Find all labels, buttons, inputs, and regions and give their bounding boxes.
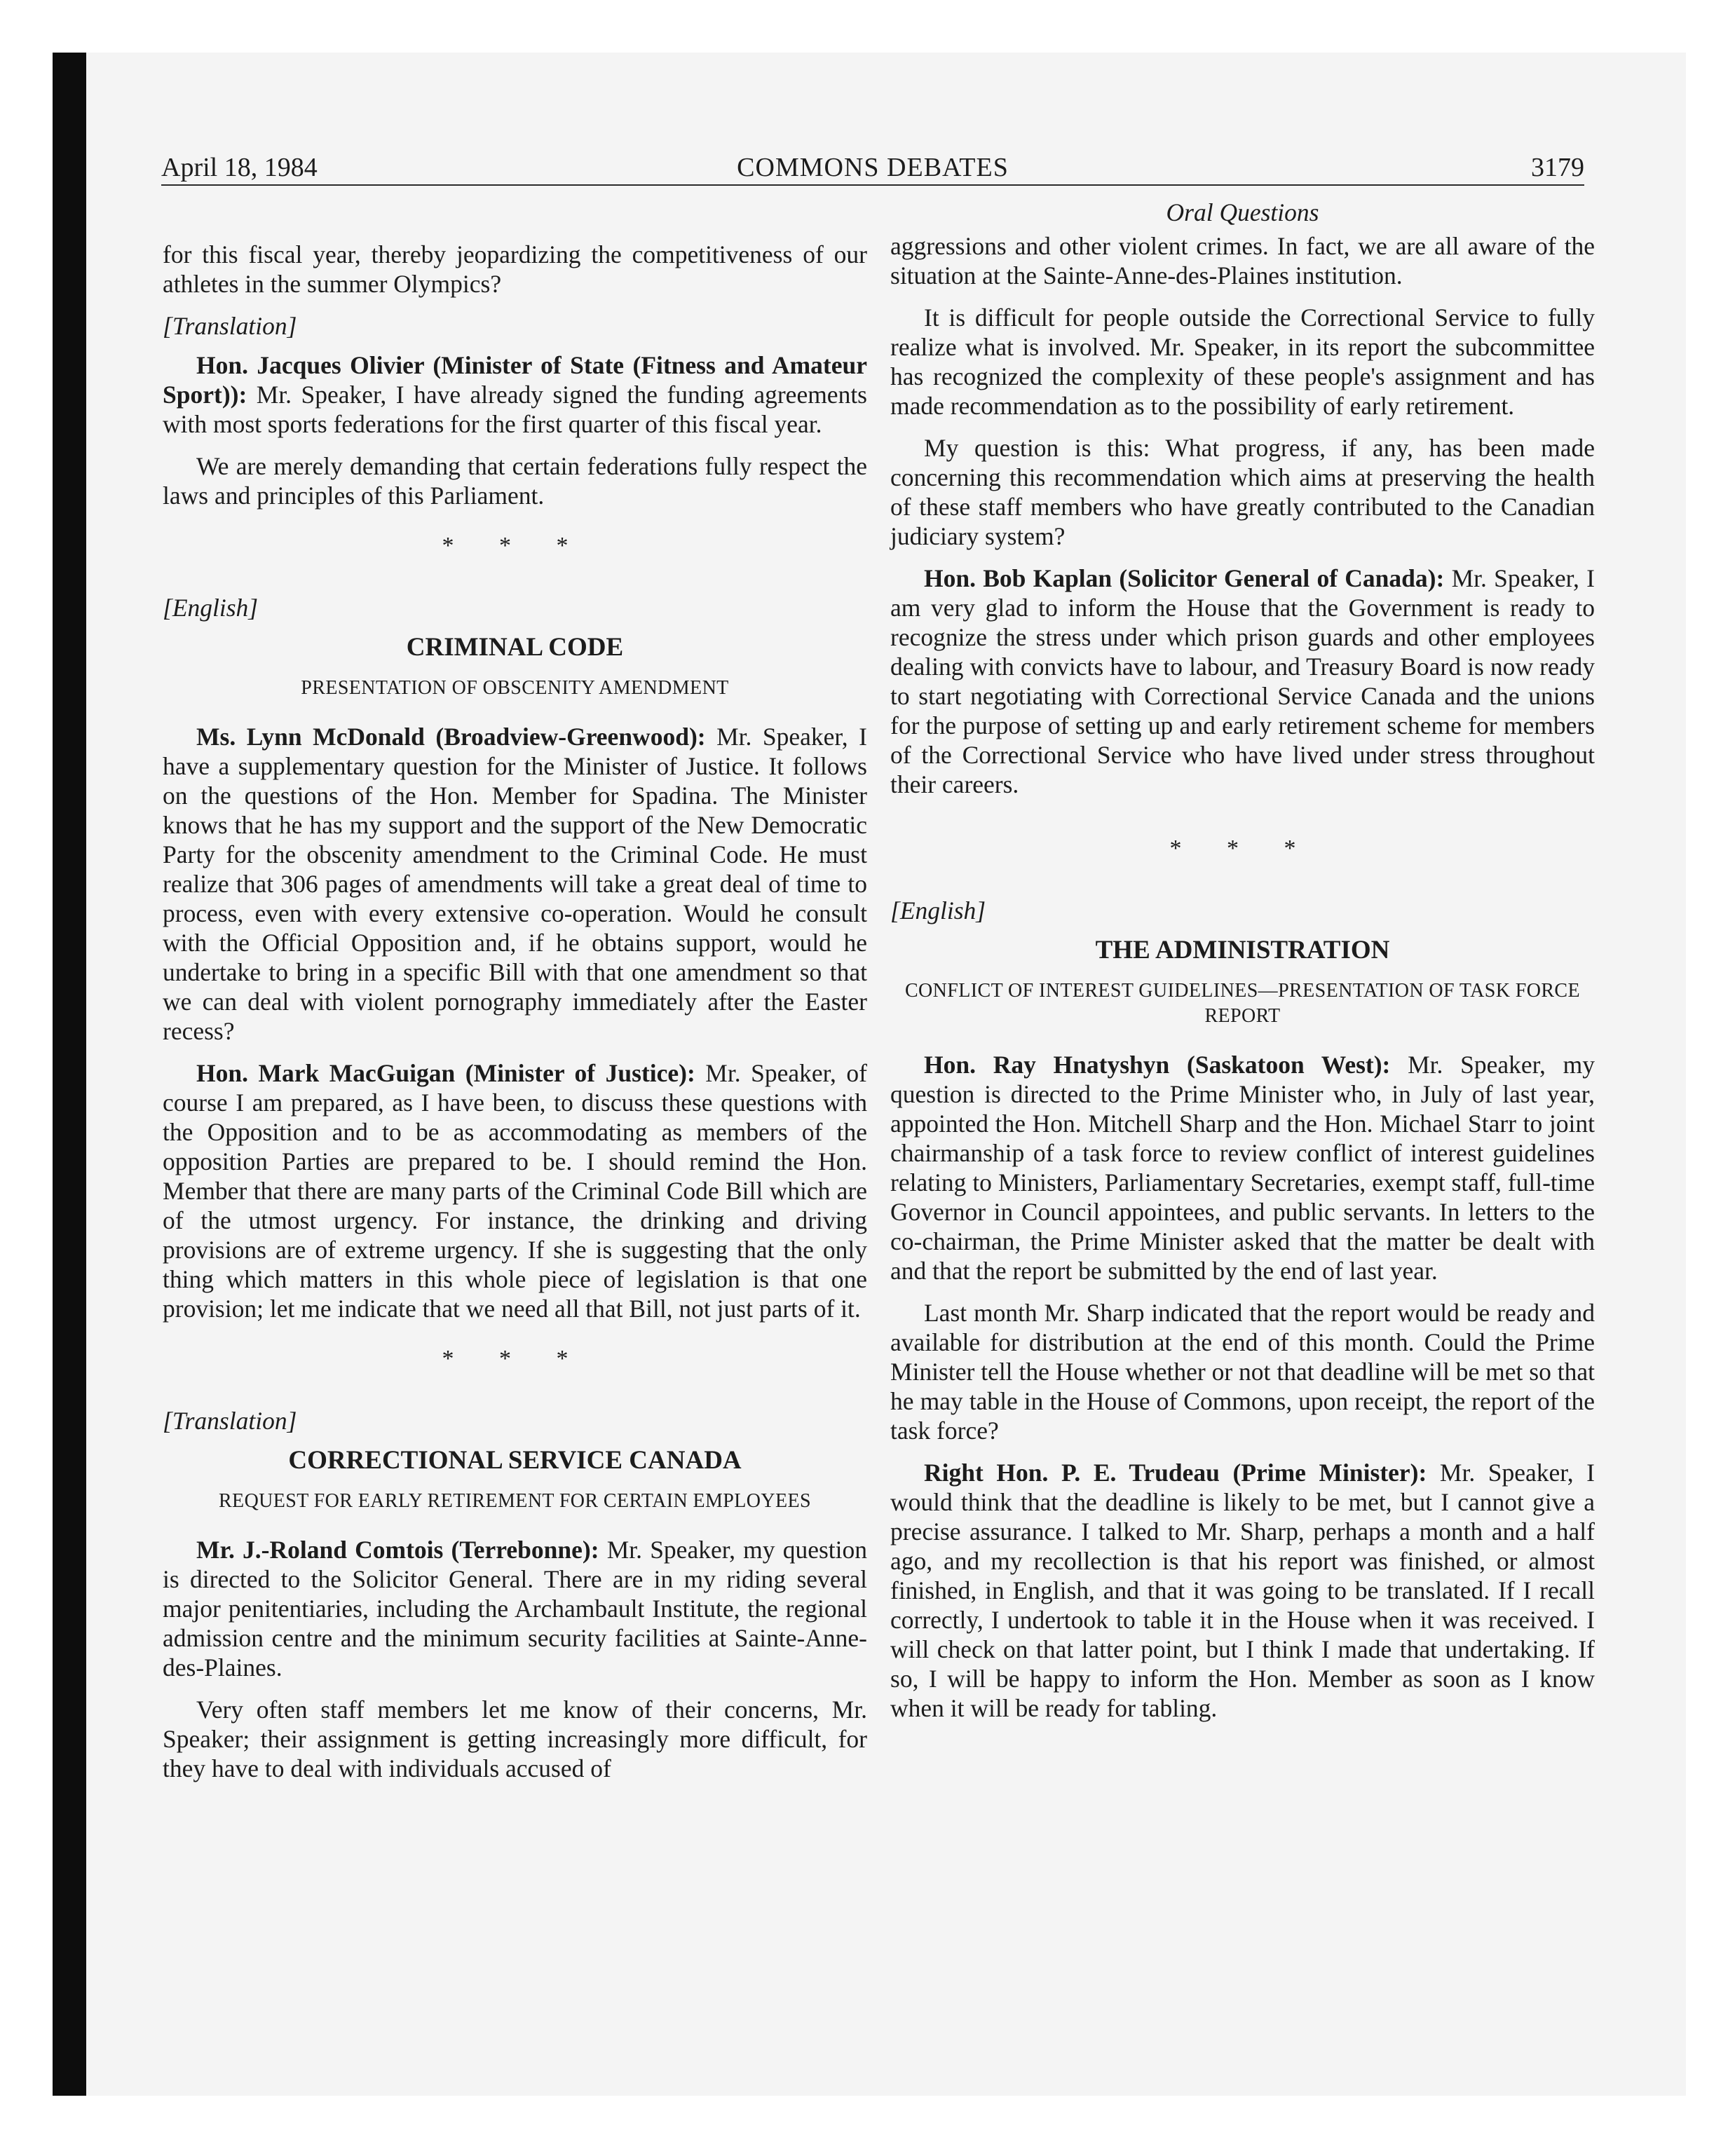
language-note: [English] [163, 594, 259, 622]
header-title: COMMONS DEBATES [737, 153, 1009, 182]
speech-text: Mr. Speaker, I would think that the deadline is likely to be met, but I cannot give a precise assurance. I talked to Mr. Sharp, perhaps a month and a half ago, and my recollection is that his report was finished, or almost finished, in English, and that it was going to be translated. If I recall correctly, I undertook to table it in the House when it was received. I will check on that latter point, but I think I made that undertaking. If so, I will be happy to inform the Hon. Member as soon as I know when it will be ready for tabling. [890, 1459, 1595, 1722]
speech-text: Mr. Speaker, my question is directed to the Prime Minister who, in July of last year, appointed the Hon. Mitchell Sharp and the Hon. Michael Starr to joint chairmanship of a task force to review conflict of interest guidelines relating to Ministers, Parliamentary Secretaries, exempt staff, full-time Governor in Council appointees, and public servants. In letters to the co-chairman, the Prime Minister asked that the matter be dealt with and that the report be submitted by the end of last year. [890, 1051, 1595, 1285]
language-note: [Translation] [163, 1407, 297, 1435]
paragraph: My question is this: What progress, if any, has been made concerning this recommendation which aims at preserving the health of these staff members who have greatly contributed to the Canadian judiciary system? [890, 434, 1595, 550]
scan-margin [0, 0, 1735, 53]
language-note: [Translation] [163, 312, 297, 340]
paragraph [890, 1050, 1595, 1285]
speaker-name: Hon. Mark MacGuigan (Minister of Justice): [196, 1059, 695, 1087]
speech-text: Mr. Speaker, I have already signed the funding agreements with most sports federations for the first quarter of this fiscal year. [163, 381, 867, 438]
paragraph [163, 1058, 867, 1323]
section-subtitle: CONFLICT OF INTEREST GUIDELINES—PRESENTATION OF TASK FORCE REPORT [904, 980, 1580, 1027]
paragraph: We are merely demanding that certain federations fully respect the laws and principles of this Parliament. [163, 452, 867, 510]
paragraph [163, 350, 867, 439]
speaker-name: Hon. Ray Hnatyshyn (Saskatoon West): [924, 1051, 1391, 1079]
paragraph [163, 1535, 867, 1682]
header-date: April 18, 1984 [161, 153, 318, 182]
section-separator: * * * [442, 533, 588, 559]
running-head [161, 147, 1584, 188]
rubric: Oral Questions [1166, 198, 1319, 226]
speech-text: Mr. Speaker, of course I am prepared, as I have been, to discuss these questions with the Opposition and to be as accommodating as members of the opposition Parties are prepared to be. I should remind the Hon. Member that there are many parts of the Criminal Code Bill which are of the utmost urgency. For instance, the drinking and driving provisions are of extreme urgency. If she is suggesting that the only thing which matters in this whole piece of legislation is that one provision; let me indicate that we need all that Bill, not just parts of it. [163, 1059, 867, 1323]
speech-text: Mr. Speaker, I have a supplementary question for the Minister of Justice. It follows on the questions of the Hon. Member for Spadina. The Minister knows that he has my support and the support of the New Democratic Party for the obscenity amendment to the Criminal Code. He must realize that 306 pages of amendments will take a great deal of time to process, even with every extensive co-operation. Would he consult with the Official Opposition and, if he obtains support, would he undertake to bring in a specific Bill with that one amendment so that we can deal with violent pornography immediately after the Easter recess? [163, 723, 867, 1045]
section-title: CRIMINAL CODE [406, 633, 624, 662]
paragraph: Last month Mr. Sharp indicated that the report would be ready and available for distribution at the end of this month. Could the Prime Minister tell the House whether or not that deadline will be met so that he may table in the House of Commons, upon receipt, the report of the task force? [890, 1299, 1595, 1445]
paragraph: for this fiscal year, thereby jeopardizing the competitiveness of our athletes in the summer Olympics? [163, 240, 867, 298]
section-title: THE ADMINISTRATION [1095, 936, 1390, 964]
speech-text: Mr. Speaker, I am very glad to inform the House that the Government is ready to recognize the stress under which prison guards and other employees dealing with convicts have to labour, and Treasury Board is now ready to start negotiating with Correctional Service Canada and the unions for the purpose of setting up and early retirement scheme for members of the Correctional Service who have lived under stress throughout their careers. [890, 564, 1595, 798]
left-column [163, 198, 867, 1796]
speaker-name: Ms. Lynn McDonald (Broadview-Greenwood): [196, 723, 706, 751]
language-note: [English] [890, 896, 986, 925]
section-subtitle: PRESENTATION OF OBSCENITY AMENDMENT [301, 677, 729, 699]
paragraph: aggressions and other violent crimes. In fact, we are all aware of the situation at the Sainte-Anne-des-Plaines institution. [890, 232, 1595, 289]
section-separator: * * * [442, 1346, 588, 1372]
paragraph: It is difficult for people outside the Correctional Service to fully realize what is involved. Mr. Speaker, in its report the subcommittee has recognized the complexity of these people's assignment and has made recommendation as to the possibility of early retirement. [890, 303, 1595, 420]
header-rule [161, 184, 1584, 186]
section-subtitle: REQUEST FOR EARLY RETIREMENT FOR CERTAIN EMPLOYEES [218, 1490, 811, 1512]
speaker-name: Right Hon. P. E. Trudeau (Prime Minister): [924, 1459, 1427, 1487]
page-number: 3179 [1531, 153, 1584, 182]
paragraph [890, 564, 1595, 799]
paragraph [890, 1458, 1595, 1723]
speaker-name: Hon. Bob Kaplan (Solicitor General of Canada): [924, 564, 1445, 592]
section-separator: * * * [1169, 835, 1316, 861]
speaker-name: Hon. Jacques Olivier (Minister of State (Fitness and Amateur Sport)): [163, 351, 867, 409]
paragraph: Very often staff members let me know of their concerns, Mr. Speaker; their assignment is getting increasingly more difficult, for they have to deal with individuals accused of [163, 1696, 867, 1782]
speaker-name: Mr. J.-Roland Comtois (Terrebonne): [196, 1536, 599, 1564]
binding-edge [53, 53, 86, 2096]
right-column [890, 198, 1595, 1735]
section-title: CORRECTIONAL SERVICE CANADA [288, 1446, 742, 1475]
paragraph [163, 722, 867, 1046]
speech-text: Mr. Speaker, my question is directed to the Solicitor General. There are in my riding several major penitentiaries, including the Archambault Institute, the regional admission centre and the minimum security facilities at Sainte-Anne-des-Plaines. [163, 1536, 867, 1681]
